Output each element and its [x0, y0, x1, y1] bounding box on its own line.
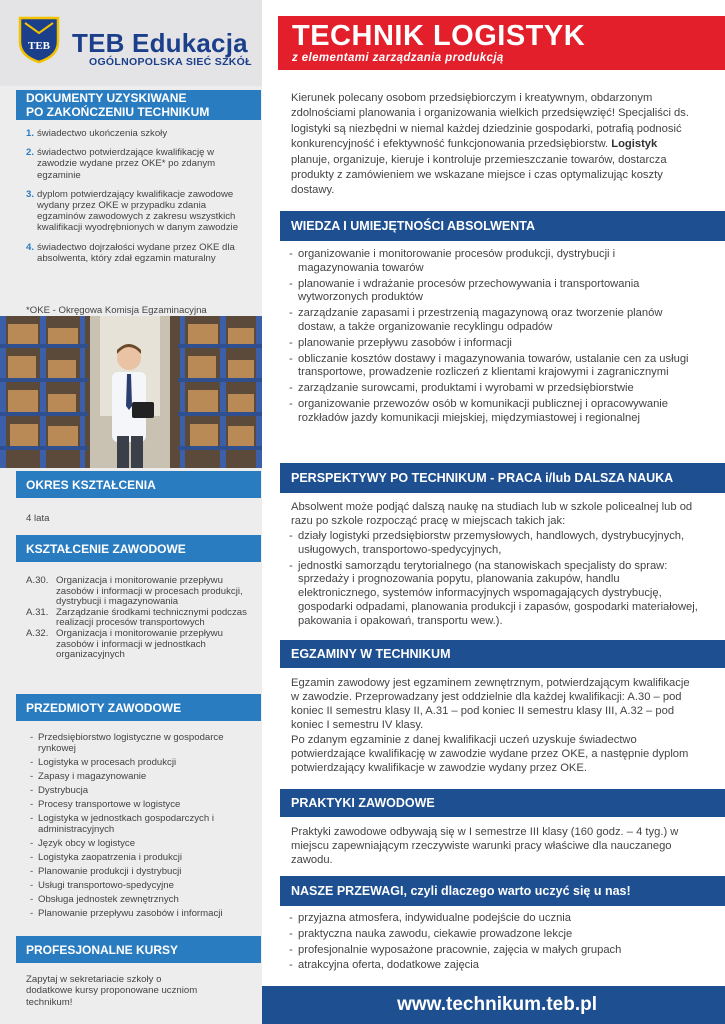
title-banner: [278, 16, 725, 70]
skill-text: zarządzanie zapasami i przestrzenią magazynową oraz tworzenie planów dostaw, a także organizowanie recyklingu odpadów: [298, 307, 663, 333]
header: [0, 0, 725, 86]
list-item: [26, 576, 258, 608]
subject-text: Planowanie produkcji i dystrybucji: [38, 866, 182, 877]
list-item: - jednostki samorządu terytorialnego (na stanowiskach specjalisty do spraw: sprzedaży i prognozowania popytu, planowania zakupów, handlu elektronicznego, systemów informacyjnych wspomagających dystrybucję, gospodarki odpadami, planowania produkcji i zapasów, gospodarki materiałowej, pakowania i opakowań, transportu wew.).: [289, 559, 698, 627]
list-item: - działy logistyki przedsiębiorstw przemysłowych, handlowych, dystrybucyjnych, usługowych, transportowo-spedycyjnych,: [289, 530, 699, 558]
prospects-heading: PERSPEKTYWY PO TECHNIKUM - PRACA i/lub DALSZA NAUKA: [280, 463, 725, 493]
advantage-text: przyjazna atmosfera, indywidualne podejście do ucznia: [298, 912, 572, 924]
vocational-list: [26, 576, 258, 661]
subject-text: Procesy transportowe w logistyce: [38, 799, 181, 810]
list-item: - Dystrybucja: [30, 785, 89, 796]
subject-text: Przedsiębiorstwo logistyczne w gospodarce rynkowej: [38, 732, 224, 754]
list-item: [26, 608, 258, 629]
subjects-list: [30, 732, 258, 922]
teb-shield-logo: [18, 16, 60, 64]
skill-text: planowanie i wdrażanie procesów przechowywania i transportowania wytworzonych produktów: [298, 277, 640, 304]
qualification-code: A.31.: [26, 606, 49, 618]
duration-heading: OKRES KSZTAŁCENIA: [16, 471, 261, 498]
skill-text: organizowanie przewozów osób w komunikacji publicznej i opracowywanie rozkładów jazdy komunikacji miejskiej, międzymiastowej i regionalnej: [298, 397, 668, 424]
list-item: - zarządzanie zapasami i przestrzenią magazynową oraz tworzenie planów dostaw, a także organizowanie recyklingu odpadów: [289, 307, 699, 335]
prospect-text: działy logistyki przedsiębiorstw przemysłowych, handlowych, dystrybucyjnych, usługowych, transportowo-spedycyjnych,: [298, 530, 685, 556]
list-item: - Zapasy i magazynowanie: [30, 771, 147, 782]
list-item: - Język obcy w logistyce: [30, 838, 136, 849]
brand-tagline: OGÓLNOPOLSKA SIEĆ SZKÓŁ: [89, 56, 252, 68]
skill-text: obliczanie kosztów dostawy i magazynowania towarów, ustalanie cen za usługi transportowe, prowadzenie rozliczeń z klientami krajowymi i zagranicznymi: [298, 352, 689, 379]
list-item: - zarządzanie surowcami, produktami i wyrobami w przedsiębiorstwie: [289, 382, 634, 395]
list-number: 4.: [26, 241, 35, 253]
list-item: - Przedsiębiorstwo logistyczne w gospodarce rynkowej: [30, 732, 258, 754]
list-item: - organizowanie i monitorowanie procesów produkcji, dystrybucji i magazynowania towarów: [289, 248, 699, 276]
prospect-text: jednostki samorządu terytorialnego (na stanowiskach specjalisty do spraw: sprzedaży i prognozowania popytu, planowania zakupów, handlu elektronicznego, systemów informacyjnych wspomagających dystrybucję, gospodarki odpadami, planowania produkcji i zapasów, gospodarki materiałowej, pakowania i opakowań, transportu wew.).: [298, 559, 698, 627]
list-item: - profesjonalnie wyposażone pracownie, zajęcia w małych grupach: [289, 943, 622, 956]
skills-list: [289, 248, 699, 428]
intro-text-2: planuje, organizuje, kieruje i kontroluje przemieszczanie towarów, dostarcza produkty z zamówieniem we wskazane miejsce i czas optymalizując koszty dostawy.: [291, 153, 667, 197]
qualification-code: A.30.: [26, 575, 49, 586]
list-item: - praktyczna nauka zawodu, ciekawie prowadzone lekcje: [289, 927, 573, 940]
skill-text: organizowanie i monitorowanie procesów produkcji, dystrybucji i magazynowania towarów: [298, 248, 616, 274]
prospects-list: [289, 530, 699, 631]
list-text: dyplom potwierdzający kwalifikacje zawodowe wydany przez OKE w przypadku zdania egzaminów zawodowych z zakresu wszystkich kwalifikacji wyodrębnionych w danym zawodzie: [37, 188, 239, 234]
list-number: 3.: [26, 188, 35, 200]
docs-list: [26, 128, 256, 272]
list-text: świadectwo ukończenia szkoły: [37, 128, 168, 139]
advantage-text: profesjonalnie wyposażone pracownie, zajęcia w małych grupach: [298, 943, 622, 956]
docs-heading: [16, 90, 261, 120]
subject-text: Usługi transportowo-spedycyjne: [38, 880, 174, 891]
exams-paragraph-1: Egzamin zawodowy jest egzaminem zewnętrznym, potwierdzającym kwalifikacje w zawodzie. Przeprowadzany jest oddzielnie dla każdej kwalifikacji: A.30 – pod koniec II semestru klasy II, A.31 – pod koniec II semestru klasy III, A.32 – pod koniec I semestru IV klasy.: [291, 677, 690, 731]
warehouse-worker-photo: [0, 316, 262, 468]
list-item: [26, 147, 256, 181]
brand-name: TEB Edukacja: [72, 28, 248, 58]
subject-text: Logistyka w jednostkach gospodarczych i administracyjnych: [38, 813, 214, 835]
list-item: [26, 629, 258, 661]
logo-text: TEB: [27, 40, 51, 52]
logo-area: [0, 0, 262, 86]
list-item: [26, 128, 256, 139]
list-item: - planowanie przepływu zasobów i informacji: [289, 336, 512, 349]
list-item: - Usługi transportowo-spedycyjne: [30, 880, 174, 891]
oke-footnote: *OKE - Okręgowa Komisja Egzaminacyjna: [26, 305, 207, 316]
subject-text: Logistyka zaopatrzenia i produkcji: [38, 852, 182, 863]
list-item: - Planowanie przepływu zasobów i informacji: [30, 908, 223, 919]
skill-text: planowanie przepływu zasobów i informacji: [298, 336, 512, 349]
courses-text: Zapytaj w sekretariacie szkoły o dodatkowe kursy proponowane uczniom technikum!: [26, 974, 198, 1008]
page-subtitle: z elementami zarządzania produkcją: [292, 52, 504, 64]
skill-text: zarządzanie surowcami, produktami i wyrobami w przedsiębiorstwie: [298, 382, 634, 395]
subject-text: Język obcy w logistyce: [38, 838, 136, 849]
website-link[interactable]: www.technikum.teb.pl: [397, 994, 597, 1015]
qualification-text: Organizacja i monitorowanie przepływu zasobów i informacji w procesach produkcji, dystrybucji i magazynowania: [56, 575, 243, 608]
list-number: 2.: [26, 147, 35, 159]
qualification-text: Organizacja i monitorowanie przepływu zasobów i informacji w jednostkach organizacyjnych: [56, 627, 223, 661]
docs-heading-line1: DOKUMENTY UZYSKIWANE: [26, 91, 187, 105]
list-item: - przyjazna atmosfera, indywidualne podejście do ucznia: [289, 912, 572, 924]
list-text: świadectwo potwierdzające kwalifikację w zawodzie wydane przez OKE* po zdanym egzaminie: [37, 147, 216, 181]
exams-heading: EGZAMINY W TECHNIKUM: [280, 640, 725, 668]
advantages-list: [289, 912, 699, 975]
courses-heading: PROFESJONALNE KURSY: [16, 936, 261, 963]
prospects-intro: Absolwent może podjąć dalszą naukę na studiach lub w szkole policealnej lub od razu po szkole rozpocząć pracę w miejscach takich jak:: [291, 501, 693, 527]
intro-bold: Logistyk: [611, 138, 658, 151]
qualification-code: A.32.: [26, 627, 49, 639]
subject-text: Planowanie przepływu zasobów i informacji: [38, 908, 223, 919]
skills-heading: WIEDZA I UMIEJĘTNOŚCI ABSOLWENTA: [280, 211, 725, 241]
practice-heading: PRAKTYKI ZAWODOWE: [280, 789, 725, 817]
subject-text: Zapasy i magazynowanie: [38, 771, 147, 782]
list-item: - Logistyka zaopatrzenia i produkcji: [30, 852, 182, 863]
subject-text: Obsługa jednostek zewnętrznych: [38, 894, 179, 905]
page-title: TECHNIK LOGISTYK: [292, 20, 586, 52]
advantages-heading: NASZE PRZEWAGI, czyli dlaczego warto uczyć się u nas!: [280, 876, 725, 906]
list-item: - obliczanie kosztów dostawy i magazynowania towarów, ustalanie cen za usługi transportowe, prowadzenie rozliczeń z klientami krajowymi i zagranicznymi: [289, 353, 699, 381]
docs-heading-line2: PO ZAKOŃCZENIU TECHNIKUM: [26, 105, 210, 119]
list-item: - Planowanie produkcji i dystrybucji: [30, 866, 182, 877]
advantage-text: praktyczna nauka zawodu, ciekawie prowadzone lekcje: [298, 927, 573, 940]
vocational-heading: KSZTAŁCENIE ZAWODOWE: [16, 535, 261, 562]
practice-text: Praktyki zawodowe odbywają się w I semestrze III klasy (160 godz. – 4 tyg.) w miejscu zapewniającym rzeczywiste warunki pracy właściwe dla nauczanego zawodu.: [291, 826, 679, 866]
list-number: 1.: [26, 128, 35, 139]
list-item: [26, 242, 256, 264]
qualification-text: Zarządzanie środkami technicznymi podczas realizacji procesów transportowych: [56, 606, 247, 629]
subject-text: Dystrybucja: [38, 785, 89, 796]
intro-paragraph: [291, 91, 697, 199]
exams-paragraph-2: Po zdanym egzaminie z danej kwalifikacji uczeń uzyskuje świadectwo potwierdzające kwalifikację w zawodzie wydane przez OKE, a następnie dyplom potwierdzający kwalifikacje w zawodzie wydany przez OKE.: [291, 734, 689, 774]
advantage-text: atrakcyjna oferta, dodatkowe zajęcia: [298, 959, 479, 972]
list-text: świadectwo dojrzałości wydane przez OKE dla absolwenta, który zdał egzamin maturalny: [37, 241, 235, 264]
list-item: - Procesy transportowe w logistyce: [30, 799, 181, 810]
duration-value: 4 lata: [26, 513, 50, 524]
subject-text: Logistyka w procesach produkcji: [38, 757, 177, 768]
list-item: - Logistyka w jednostkach gospodarczych i administracyjnych: [30, 813, 258, 835]
list-item: - Obsługa jednostek zewnętrznych: [30, 894, 179, 905]
list-item: [26, 189, 256, 234]
list-item: - planowanie i wdrażanie procesów przechowywania i transportowania wytworzonych produktów: [289, 278, 699, 306]
list-item: - atrakcyjna oferta, dodatkowe zajęcia: [289, 959, 479, 972]
list-item: - organizowanie przewozów osób w komunikacji publicznej i opracowywanie rozkładów jazdy komunikacji miejskiej, międzymiastowej i regionalnej: [289, 398, 699, 426]
list-item: - Logistyka w procesach produkcji: [30, 757, 177, 768]
subjects-heading: PRZEDMIOTY ZAWODOWE: [16, 694, 261, 721]
intro-text-1: Kierunek polecany osobom przedsiębiorczym i kreatywnym, obdarzonym zdolnościami planowania i organizowania wielkich przedsięwzięć! Specjaliści ds. logistyki są niezbędni w niemal każdej dziedzinie gospodarki, potrafią podnosić konkurencyjność i efektywność funkcjonowania przedsiębiorstw.: [291, 92, 689, 151]
